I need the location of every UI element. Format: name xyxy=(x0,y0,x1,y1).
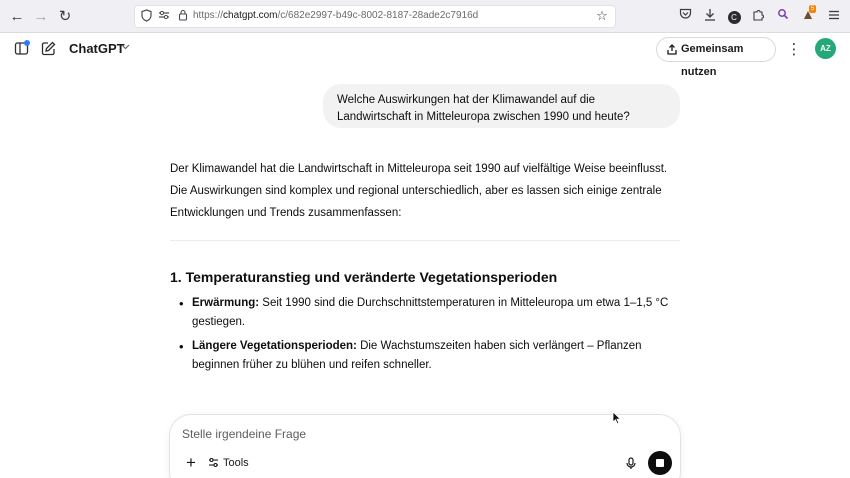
new-chat-icon[interactable] xyxy=(39,41,57,59)
permissions-icon[interactable] xyxy=(157,9,171,25)
download-icon[interactable] xyxy=(702,8,718,24)
url-host: chatgpt.com xyxy=(223,10,278,21)
bookmark-star-icon[interactable]: ☆ xyxy=(596,8,608,23)
bullet-text: Seit 1990 sind die Durchschnittstemperaturen in Mitteleuropa um etwa 1–1,5 °C gestiegen. xyxy=(192,297,669,328)
user-message: Welche Auswirkungen hat der Klimawandel auf die Landwirtschaft in Mitteleuropa zwischen 1990 und heute? xyxy=(323,84,680,128)
bullet-term: Längere Vegetationsperioden: xyxy=(192,340,357,352)
profile-icon[interactable] xyxy=(726,8,742,24)
pocket-icon[interactable] xyxy=(677,8,693,24)
bullet-term: Erwärmung: xyxy=(192,297,260,309)
tools-button[interactable] xyxy=(208,454,249,472)
url-prefix: https:// xyxy=(193,10,224,21)
share-label: Gemeinsam nutzen xyxy=(681,43,744,78)
app-header xyxy=(0,33,850,78)
notification-dot xyxy=(24,40,30,46)
tools-sliders-icon xyxy=(208,454,219,474)
chevron-down-icon[interactable] xyxy=(121,42,130,52)
address-bar[interactable] xyxy=(134,5,616,28)
section-heading: 1. Temperaturanstieg und veränderte Vegetationsperioden xyxy=(170,269,558,285)
message-composer xyxy=(169,414,681,478)
hamburger-menu-icon[interactable] xyxy=(826,8,842,24)
assistant-intro-text: Der Klimawandel hat die Landwirtschaft in Mitteleuropa seit 1990 auf vielfältige Weise beeinflusst. Die Auswirkungen sind komplex und regional unterschiedlich, aber es lassen sich einige zentrale Entwicklungen und Trends zusammenfassen: xyxy=(170,163,668,219)
sidebar-toggle-icon[interactable] xyxy=(12,41,30,59)
divider xyxy=(170,240,680,241)
list-item xyxy=(178,337,680,375)
forward-arrow-icon[interactable]: → xyxy=(33,8,49,25)
browser-toolbar xyxy=(0,0,850,33)
tracking-shield-icon[interactable] xyxy=(139,9,153,25)
extension-icon[interactable] xyxy=(800,8,816,24)
microphone-icon[interactable] xyxy=(623,454,639,472)
prompt-input[interactable] xyxy=(182,425,602,443)
share-icon xyxy=(667,38,677,64)
stop-generating-button[interactable] xyxy=(648,451,672,475)
tools-label: Tools xyxy=(223,457,249,469)
plus-icon[interactable]: + xyxy=(186,453,196,472)
bullet-list xyxy=(178,294,680,380)
url-text[interactable] xyxy=(193,10,478,21)
reload-icon[interactable]: ↻ xyxy=(58,8,72,25)
more-options-icon[interactable]: ⋮ xyxy=(786,41,802,58)
avatar[interactable]: AZ xyxy=(815,38,836,59)
search-extension-icon[interactable] xyxy=(775,8,791,24)
mouse-cursor-icon xyxy=(612,411,622,425)
extension-badge: 5 xyxy=(811,6,815,12)
list-item xyxy=(178,294,680,332)
model-selector[interactable]: ChatGPT xyxy=(69,41,125,56)
url-path: /c/682e2997-b49c-8002-8187-28ade2c7916d xyxy=(277,10,479,21)
lock-icon[interactable] xyxy=(176,9,190,25)
bullet-text: Die Wachstumszeiten haben sich verlängert – Pflanzen beginnen früher zu blühen und reifen schneller. xyxy=(192,340,642,371)
profile-letter: C xyxy=(728,11,741,24)
extensions-puzzle-icon[interactable] xyxy=(750,8,766,24)
share-button[interactable] xyxy=(656,37,776,78)
back-arrow-icon[interactable]: ← xyxy=(9,8,25,25)
